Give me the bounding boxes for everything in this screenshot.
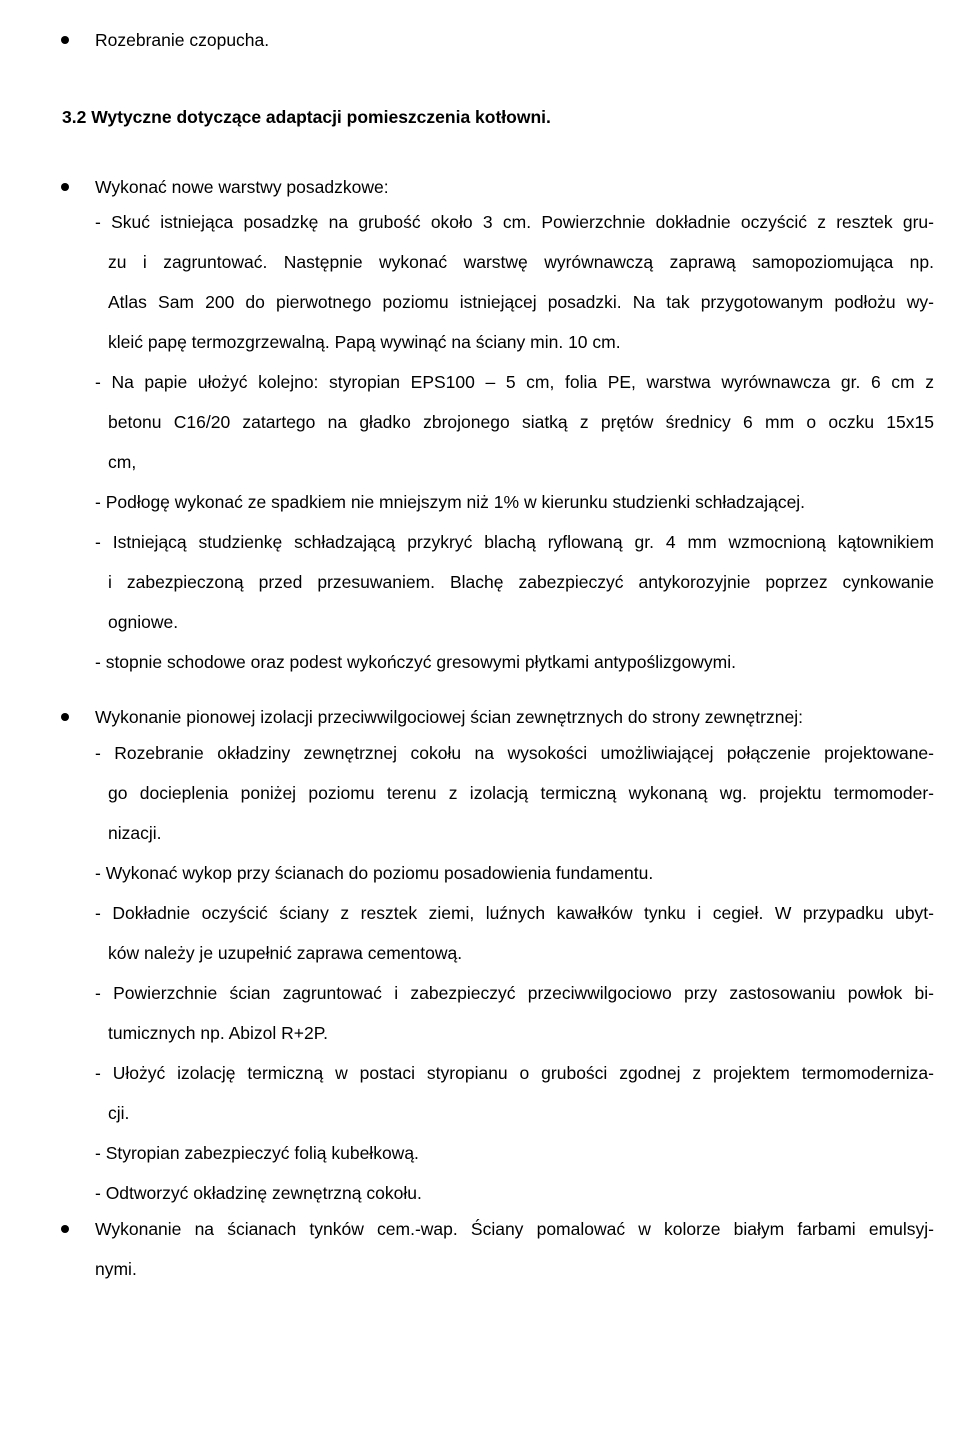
- paragraph-line: tumicznych np. Abizol R+2P.: [108, 1023, 329, 1043]
- paragraph-line: - Styropian zabezpieczyć folią kubełkową.: [95, 1143, 419, 1163]
- bullet-item: Wykonać nowe warstwy posadzkowe:: [95, 177, 389, 197]
- paragraph-line: - Ułożyć izolację termiczną w postaci styropianu o grubości zgodnej z projektem termomoderniza-: [95, 1063, 934, 1083]
- paragraph-line: ogniowe.: [108, 612, 179, 632]
- paragraph-line: nizacji.: [108, 823, 162, 843]
- paragraph-line: ków należy je uzupełnić zaprawa cementową.: [108, 943, 463, 963]
- paragraph-line: - stopnie schodowe oraz podest wykończyć gresowymi płytkami antypoślizgowymi.: [95, 652, 736, 672]
- bullet-icon: [61, 36, 69, 44]
- bullet-continuation: nymi.: [95, 1259, 137, 1279]
- bullet-item: Wykonanie na ścianach tynków cem.-wap. Ściany pomalować w kolorze białym farbami emulsyj-: [95, 1219, 934, 1239]
- bullet-icon: [61, 1225, 69, 1233]
- paragraph-line: betonu C16/20 zatartego na gładko zbrojonego siatką z prętów średnicy 6 mm o oczku 15x15: [108, 412, 934, 432]
- bullet-item: Rozebranie czopucha.: [95, 30, 270, 50]
- paragraph-line: - Odtworzyć okładzinę zewnętrzną cokołu.: [95, 1183, 422, 1203]
- paragraph-line: - Rozebranie okładziny zewnętrznej cokołu na wysokości umożliwiającej połączenie projektowane-: [95, 743, 934, 763]
- paragraph-line: - Istniejącą studzienkę schładzającą przykryć blachą ryflowaną gr. 4 mm wzmocnioną kątownikiem: [95, 532, 934, 552]
- paragraph-line: go docieplenia poniżej poziomu terenu z izolacją termiczną wykonaną wg. projektu termomoder-: [108, 783, 934, 803]
- paragraph-line: i zabezpieczoną przed przesuwaniem. Blachę zabezpieczyć antykorozyjnie poprzez cynkowanie: [108, 572, 934, 592]
- bullet-item: Wykonanie pionowej izolacji przeciwwilgociowej ścian zewnętrznych do strony zewnętrznej:: [95, 707, 803, 727]
- section-heading: 3.2 Wytyczne dotyczące adaptacji pomieszczenia kotłowni.: [62, 107, 551, 127]
- paragraph-line: - Powierzchnie ścian zagruntować i zabezpieczyć przeciwwilgociowo przy zastosowaniu powłok bi-: [95, 983, 934, 1003]
- paragraph-line: Atlas Sam 200 do pierwotnego poziomu istniejącej posadzki. Na tak przygotowanym podłożu wy-: [108, 292, 934, 312]
- paragraph-line: - Na papie ułożyć kolejno: styropian EPS100 – 5 cm, folia PE, warstwa wyrównawcza gr. 6 cm z: [95, 372, 934, 392]
- paragraph-line: cji.: [108, 1103, 130, 1123]
- bullet-icon: [61, 183, 69, 191]
- bullet-icon: [61, 713, 69, 721]
- paragraph-line: - Skuć istniejąca posadzkę na grubość około 3 cm. Powierzchnie dokładnie oczyścić z resztek gru-: [95, 212, 934, 232]
- paragraph-line: - Wykonać wykop przy ścianach do poziomu posadowienia fundamentu.: [95, 863, 654, 883]
- paragraph-line: - Podłogę wykonać ze spadkiem nie mniejszym niż 1% w kierunku studzienki schładzającej.: [95, 492, 806, 512]
- paragraph-line: - Dokładnie oczyścić ściany z resztek ziemi, luźnych kawałków tynku i cegieł. W przypadku ubyt-: [95, 903, 934, 923]
- paragraph-line: zu i zagruntować. Następnie wykonać warstwę wyrównawczą zaprawą samopoziomująca np.: [108, 252, 934, 272]
- paragraph-line: cm,: [108, 452, 137, 472]
- paragraph-line: kleić papę termozgrzewalną. Papą wywinąć na ściany min. 10 cm.: [108, 332, 621, 352]
